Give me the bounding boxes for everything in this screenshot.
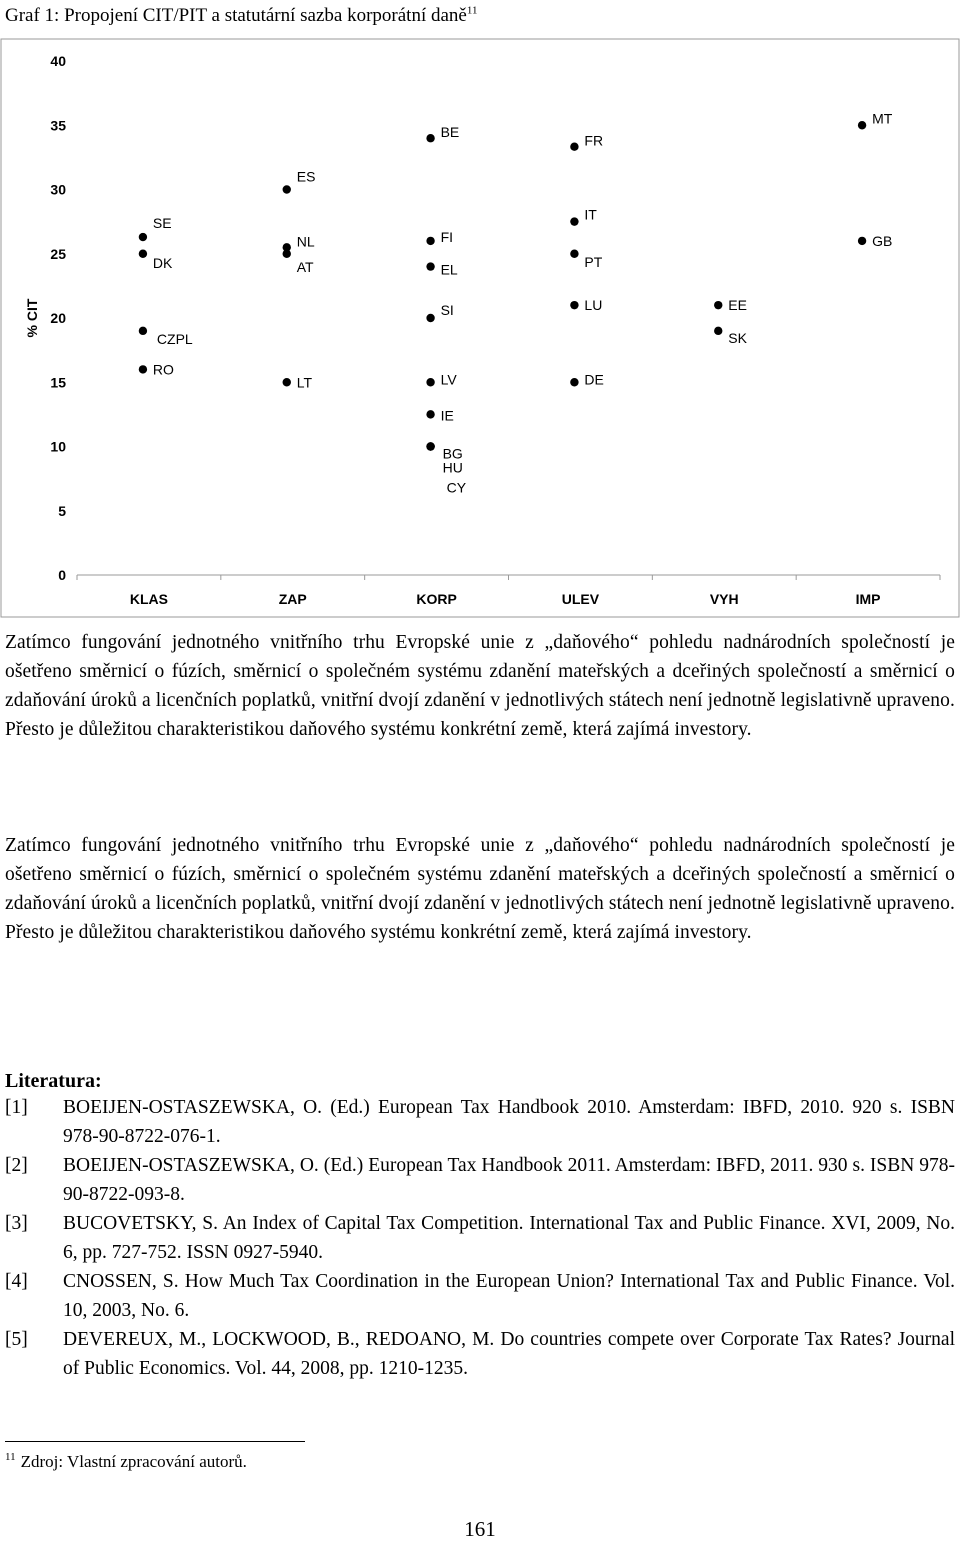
y-tick-label: 10: [50, 438, 66, 455]
reference-number: [5]: [5, 1329, 28, 1350]
body-paragraph-2: Zatímco fungování jednotného vnitřního trhu Evropské unie z „daňového“ pohledu nadnárodních společností je ošetřeno směrnicí o fúzích, směrnicí o společném systému zdanění mateřských a dceřiných společností a směrnicí o zdaňování úroků a licenčních poplatků, vnitřní dvojí zdanění v jednotlivých státech není jednotně legislativně upraveno. Přesto je důležitou charakteristikou daňového systému konkrétní země, která zajímá investory.: [5, 835, 955, 943]
cit-scatter-chart: [0, 38, 960, 618]
y-tick-label: 30: [50, 181, 66, 198]
x-tick-label: ZAP: [278, 591, 307, 607]
data-label-se: SE: [152, 215, 172, 232]
data-point-czpl: [139, 327, 147, 335]
reference-number: [1]: [5, 1097, 28, 1118]
y-tick-label: 5: [58, 502, 66, 519]
data-label-czpl: CZPL: [156, 330, 193, 347]
footnote-divider: [5, 1441, 305, 1442]
data-point-ie: [426, 410, 434, 418]
data-label-gb: GB: [872, 232, 893, 249]
data-label-mt: MT: [872, 110, 893, 127]
data-point-fi: [426, 237, 434, 245]
reference-item: [5, 1267, 955, 1325]
page-number: 161: [464, 1517, 496, 1541]
data-point-fr: [570, 143, 578, 151]
data-point-be: [426, 134, 434, 142]
reference-item: [5, 1209, 955, 1267]
x-tick-label: IMP: [855, 591, 881, 607]
data-point-at: [283, 250, 291, 258]
data-label-ee: EE: [728, 297, 747, 314]
body-paragraph-1: Zatímco fungování jednotného vnitřního trhu Evropské unie z „daňového“ pohledu nadnárodních společností je ošetřeno směrnicí o fúzích, směrnicí o společném systému zdanění mateřských a dceřiných společností a směrnicí o zdaňování úroků a licenčních poplatků, vnitřní dvojí zdanění v jednotlivých státech není jednotně legislativně upraveno. Přesto je důležitou charakteristikou daňového systému konkrétní země, která zajímá investory.: [5, 632, 955, 740]
data-point-ee: [714, 301, 722, 309]
data-point-lu: [570, 301, 578, 309]
data-label-ro: RO: [152, 361, 174, 378]
data-point-sk: [714, 327, 722, 335]
y-tick-label: 15: [50, 374, 66, 391]
reference-text: CNOSSEN, S. How Much Tax Coordination in the European Union? International Tax and Public Finance. Vol. 10, 2003, No. 6.: [63, 1271, 955, 1321]
data-label-si: SI: [440, 302, 454, 318]
data-label-it: IT: [584, 206, 597, 223]
data-label-lt: LT: [296, 374, 313, 391]
reference-item: [5, 1093, 955, 1151]
footnote-number: 11: [5, 1451, 16, 1464]
data-label-fr: FR: [584, 132, 604, 149]
data-label-nl: NL: [296, 233, 315, 250]
caption-footnote-ref: 11: [466, 4, 478, 17]
data-point-se: [139, 233, 147, 241]
x-tick-label: VYH: [709, 591, 739, 607]
y-tick-label: 40: [50, 53, 66, 69]
y-tick-label: 0: [58, 567, 66, 583]
x-tick-label: KLAS: [129, 591, 168, 607]
y-tick-label: 35: [50, 117, 66, 134]
data-point-it: [570, 217, 578, 225]
reference-list: [5, 1093, 955, 1383]
data-point-el: [426, 262, 434, 270]
footnote: [5, 1450, 247, 1474]
data-point-lt: [283, 378, 291, 386]
data-label-hu: HU: [442, 459, 463, 476]
y-tick-label: 20: [50, 310, 66, 326]
x-tick-label: ULEV: [561, 591, 600, 607]
data-point-cy: [426, 442, 434, 450]
reference-text: BUCOVETSKY, S. An Index of Capital Tax Competition. International Tax and Public Finance. XVI, 2009, No. 6, pp. 727-752. ISSN 0927-5940.: [63, 1213, 955, 1263]
data-label-sk: SK: [728, 329, 747, 346]
literature-title: Literatura:: [5, 1070, 102, 1092]
reference-text: BOEIJEN-OSTASZEWSKA, O. (Ed.) European Tax Handbook 2011. Amsterdam: IBFD, 2011. 930 s. ISBN 978-90-8722-093-8.: [63, 1155, 955, 1205]
data-label-el: EL: [440, 261, 458, 278]
reference-text: BOEIJEN-OSTASZEWSKA, O. (Ed.) European Tax Handbook 2010. Amsterdam: IBFD, 2010. 920 s. ISBN 978-90-8722-076-1.: [63, 1097, 955, 1147]
data-point-si: [426, 314, 434, 322]
data-point-gb: [858, 237, 866, 245]
caption-text: Graf 1: Propojení CIT/PIT a statutární sazba korporátní daně: [5, 5, 467, 26]
data-label-dk: DK: [152, 254, 173, 271]
data-point-pt: [570, 250, 578, 258]
reference-number: [3]: [5, 1213, 28, 1234]
y-tick-label: 25: [50, 245, 66, 262]
data-label-fi: FI: [440, 228, 454, 245]
figure-caption: [5, 4, 955, 28]
data-point-mt: [858, 121, 866, 129]
data-label-ie: IE: [440, 407, 454, 424]
data-label-cy: CY: [446, 479, 467, 496]
data-label-lu: LU: [584, 297, 603, 314]
data-label-at: AT: [296, 258, 314, 275]
x-tick-label: KORP: [416, 591, 457, 607]
y-axis-label: % CIT: [24, 298, 40, 338]
data-point-ro: [139, 365, 147, 373]
footnote-text: Zdroj: Vlastní zpracování autorů.: [20, 1452, 247, 1471]
data-label-lv: LV: [440, 371, 457, 388]
data-label-pt: PT: [584, 253, 603, 270]
reference-number: [4]: [5, 1271, 28, 1292]
data-point-dk: [139, 250, 147, 258]
data-point-lv: [426, 378, 434, 386]
reference-item: [5, 1325, 955, 1383]
reference-number: [2]: [5, 1155, 28, 1176]
data-label-es: ES: [296, 168, 316, 185]
data-label-be: BE: [440, 124, 460, 141]
reference-text: DEVEREUX, M., LOCKWOOD, B., REDOANO, M. Do countries compete over Corporate Tax Rates? Journal of Public Economics. Vol. 44, 2008, pp. 1210-1235.: [63, 1329, 955, 1379]
data-point-es: [283, 185, 291, 193]
data-point-de: [570, 378, 578, 386]
data-label-de: DE: [584, 371, 604, 388]
reference-item: [5, 1151, 955, 1209]
data-label-bg: BG: [442, 445, 463, 462]
